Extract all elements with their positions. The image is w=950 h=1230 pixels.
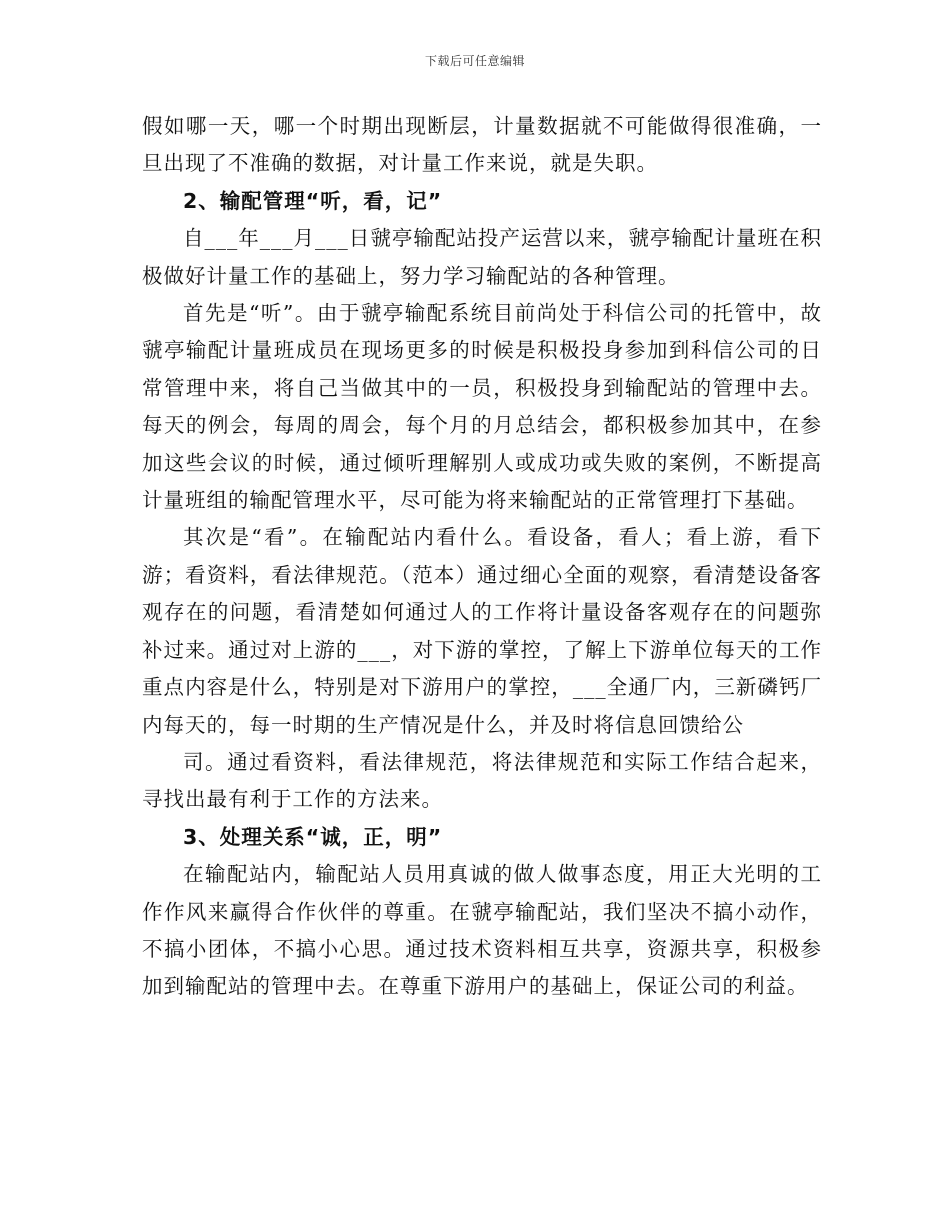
paragraph-look: 其次是“看”。在输配站内看什么。看设备，看人；看上游，看下游；看资料，看法律规范。（范本）通过细心全面的观察，看清楚设备客观存在的问题，看清楚如何通过人的工作将计量设备客观存在的问题弥补过来。通过对上游的___，对下游的掌控，了解上下游单位每天的工作重点内容是什么，特别是对下游用户的掌控，___全通厂内，三新磷钙厂内每天的，每一时期的生产情况是什么，并及时将信息回馈给公: [142, 525, 822, 737]
paragraph-continuation: 假如哪一天，哪一个时期出现断层，计量数据就不可能做得很准确，一旦出现了不准确的数据，对计量工作来说，就是失职。: [142, 114, 822, 176]
paragraph-listen: 首先是“听”。由于虢亭输配系统目前尚处于科信公司的托管中，故虢亭输配计量班成员在现场更多的时候是积极投身参加到科信公司的日常管理中来，将自己当做其中的一员，积极投身到输配站的管理中去。每天的例会，每周的周会，每个月的月总结会，都积极参加其中，在参加这些会议的时候，通过倾听理解别人或成功或失败的案例，不断提高计量班组的输配管理水平，尽可能为将来输配站的正常管理打下基础。: [142, 301, 822, 513]
section-heading-distribution-management: 2、输配管理“听，看，记”: [183, 188, 443, 213]
paragraph-intro: 自___年___月___日虢亭输配站投产运营以来，虢亭输配计量班在积极做好计量工作的基础上，努力学习输配站的各种管理。: [142, 226, 822, 288]
paragraph-look-continued: 司。通过看资料，看法律规范，将法律规范和实际工作结合起来，寻找出最有利于工作的方法来。: [142, 749, 822, 812]
paragraph-relationships: 在输配站内，输配站人员用真诚的做人做事态度，用正大光明的工作作风来赢得合作伙伴的尊重。在虢亭输配站，我们坚决不搞小动作，不搞小团体，不搞小心思。通过技术资料相互共享，资源共享，积极参加到输配站的管理中去。在尊重下游用户的基础上，保证公司的利益。: [142, 862, 822, 999]
page-header: 下载后可任意编辑: [424, 54, 525, 68]
document-body: [142, 108, 822, 1006]
section-heading-relationships: 3、处理关系“诚，正，明”: [183, 824, 443, 849]
